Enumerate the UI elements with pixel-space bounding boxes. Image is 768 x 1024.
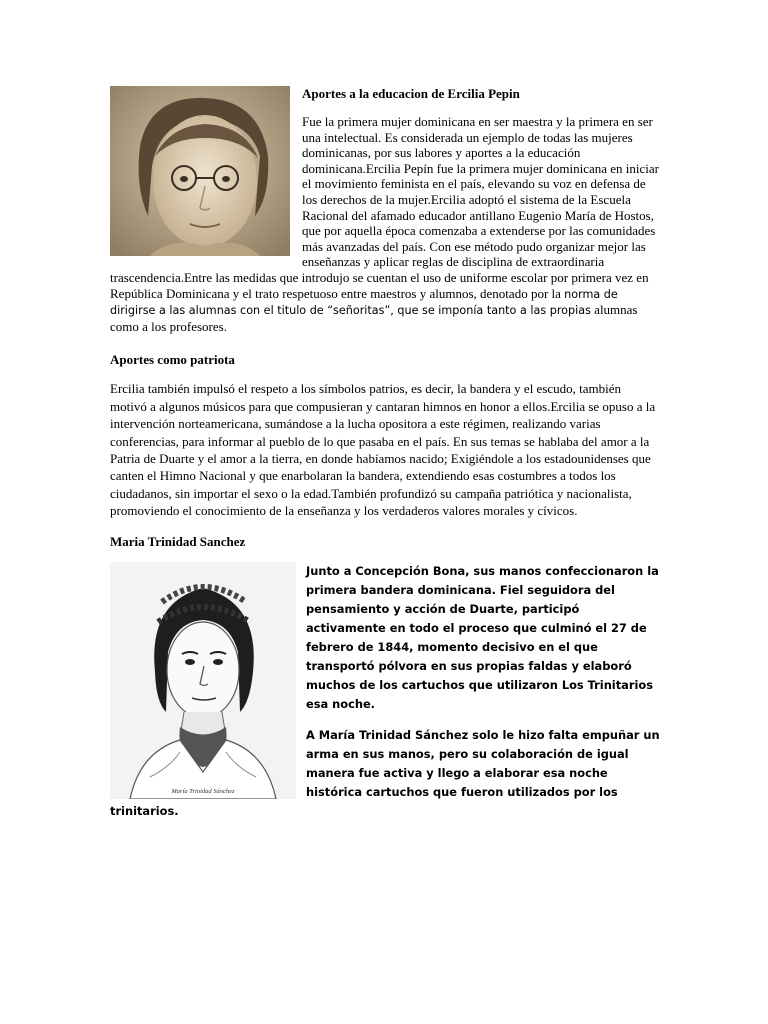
portrait-photo-ercilia-pepin: [110, 86, 290, 256]
portrait-drawing-maria-trinidad-sanchez: [110, 562, 296, 799]
maria-paragraph-1: Junto a Concepción Bona, sus manos confeccionaron la primera bandera dominicana. Fiel seguidora del pensamiento y acción de Duarte, participó activamente en todo el proceso que culminó el 27 de febrero de 1844, momento decisivo en el que transportó pólvora en sus propias faldas y elaboró muchos de los cartuchos que utilizaron Los Trinitarios esa noche.: [306, 563, 659, 711]
section-text-educacion-end: alumnas como a los profesores.: [110, 302, 638, 334]
document-page: [110, 84, 660, 833]
section-maria: [110, 562, 660, 833]
section-title-educacion: Aportes a la educacion de Ercilia Pepin: [302, 86, 520, 101]
section-title-patriota: Aportes como patriota: [110, 352, 235, 368]
section-title-maria: Maria Trinidad Sanchez: [110, 533, 246, 549]
maria-paragraph-2: A María Trinidad Sánchez solo le hizo falta empuñar un arma en sus manos, pero su colaboración de igual manera fue activa y llego a elaborar esa noche histórica cartuchos que fueron utilizados por los trinitarios.: [110, 727, 660, 818]
section-text-educacion-sans: norma de dirigirse a las alumnas con el titulo de “señoritas”, que se imponía tanto a las propias: [110, 287, 618, 318]
portrait-photo-icon: [110, 86, 290, 256]
section-text-patriota: Ercilia también impulsó el respeto a los símbolos patrios, es decir, la bandera y el escudo, también motivó a algunos músicos para que compusieran y cantaran himnos en honor a ellos.Ercilia se opuso a la intervención norteamericana, sumándose a la lucha opositora a este régimen, realizando varias conferencias, para informar al pueblo de lo que pasaba en el país. En sus temas se hablaba del amor a la Patria de Duarte y el amor a la tierra, en donde habíamos nacido; Exigiéndole a los estadounidenses que canten el Himno Nacional y que enarbolaran la bandera, extendiendo esas costumbres a todos los ciudadanos, sin importar el sexo o la edad.También profundizó su campaña patriótica y nacionalista, promoviendo el conocimiento de la enseñanza y los verdaderos valores morales y cívicos.: [110, 381, 656, 519]
section-text-educacion-main: Fue la primera mujer dominicana en ser maestra y la primera en ser una intelectual. Es considerada un ejemplo de todas las mujeres dominicanas, por sus labores y aportes a la educación dominicana.Ercilia Pepín fue la primera mujer dominicana en iniciar el movimiento feminista en el país, elevando su voz en defensa de los derechos de la mujer.Ercilia adoptó el sistema de la Escuela Racional del afamado educador antillano Eugenio María de Hostos, que por aquella época comenzaba a extenderse por las comunidades más avanzadas del país. Con ese método pudo organizar mejor las enseñanzas y aplicar reglas de disciplina de extraordinaria trascendencia.Entre las medidas que introdujo se cuentan el uso de uniforme escolar por primera vez en República Dominicana y el trato respetuoso entre maestros y alumnos, denotado por la: [110, 114, 659, 301]
portrait-caption: María Trinidad Sánchez: [171, 787, 235, 795]
portrait-drawing-icon: [110, 562, 296, 799]
section-educacion: [110, 86, 660, 334]
